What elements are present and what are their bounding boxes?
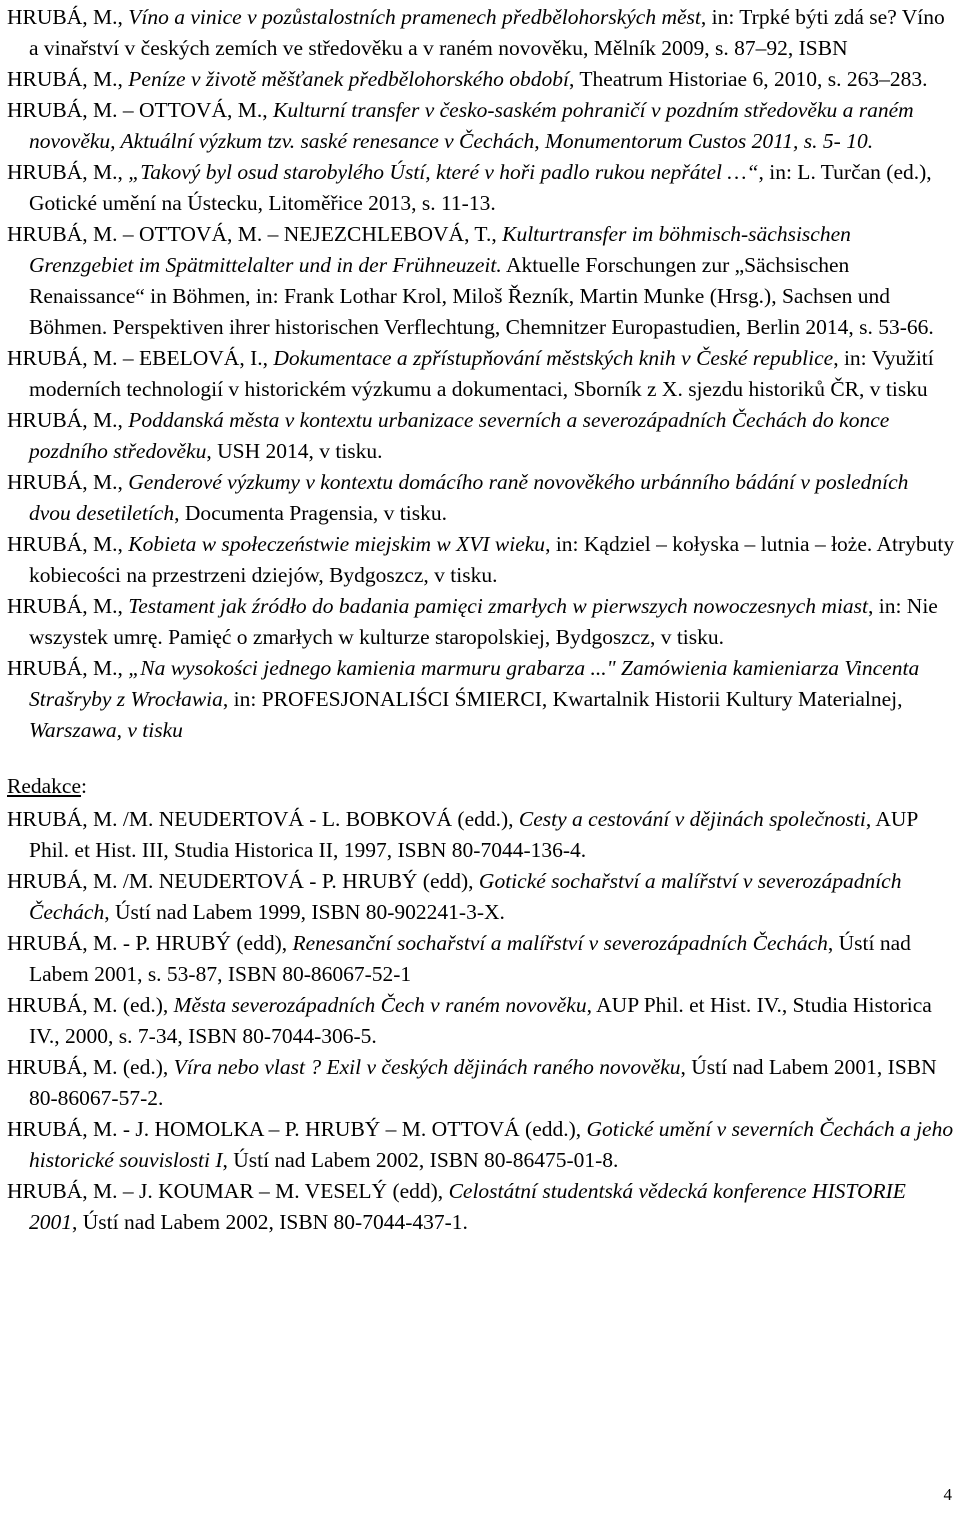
redakce-entry-authors: HRUBÁ, M. /M. NEUDERTOVÁ - P. HRUBÝ (edd),	[7, 869, 479, 893]
redakce-entry-authors: HRUBÁ, M. - J. HOMOLKA – P. HRUBÝ – M. OTTOVÁ (edd.),	[7, 1117, 587, 1141]
publication-entry-authors: HRUBÁ, M.,	[7, 160, 129, 184]
publication-entry	[7, 405, 955, 467]
publication-entry-title: „Takový byl osud starobylého Ústí, které v hoři padlo rukou nepřátel …“	[128, 160, 759, 184]
publication-entry-title: Genderové výzkumy v kontextu domácího raně novověkého urbánního bádání v posledních dvou desetiletích	[29, 470, 909, 525]
publication-entry-authors: HRUBÁ, M.,	[7, 67, 129, 91]
redakce-entry-title: Města severozápadních Čech v raném novověku	[173, 993, 587, 1017]
publication-entry-details: , Documenta Pragensia, v tisku.	[174, 501, 447, 525]
publication-entry-authors: HRUBÁ, M. – OTTOVÁ, M.,	[7, 98, 273, 122]
redakce-entry-details: , Ústí nad Labem 2002, ISBN 80-7044-437-1.	[72, 1210, 468, 1234]
redakce-entry	[7, 804, 955, 866]
publication-entry-title: Testament jak źródło do badania pamięci zmarłych w pierwszych nowoczesnych miast	[128, 594, 868, 618]
publication-entry-authors: HRUBÁ, M. – OTTOVÁ, M. – NEJEZCHLEBOVÁ, T.,	[7, 222, 503, 246]
redakce-entry-details: , Ústí nad Labem 1999, ISBN 80-902241-3-X.	[104, 900, 505, 924]
redakce-entry-authors: HRUBÁ, M. /M. NEUDERTOVÁ - L. BOBKOVÁ (edd.),	[7, 807, 519, 831]
publication-entry-title: Kobieta w społeczeństwie miejskim w XVI wieku	[128, 532, 546, 556]
publication-entry-authors: HRUBÁ, M.,	[7, 532, 129, 556]
redakce-entry-details: , AUP Phil. et Hist. III, Studia Historica II, 1997, ISBN 80-7044-136-4.	[29, 807, 918, 862]
publication-entry-title: „Na wysokości jednego kamienia marmuru grabarza ..." Zamówienia kamieniarza Vincenta Strašryby z Wrocławia	[29, 656, 920, 711]
publication-entry	[7, 343, 955, 405]
publication-entry-details: , in: Využití moderních technologií v historickém výzkumu a dokumentaci, Sborník z X. sjezdu historiků ČR, v tisku	[29, 346, 934, 401]
publication-entry	[7, 467, 955, 529]
publication-entry-details: , Theatrum Historiae 6, 2010, s. 263–283.	[568, 67, 928, 91]
publication-entry-details: , USH 2014, v tisku.	[206, 439, 383, 463]
publication-entry-details: , in: L. Turčan (ed.), Gotické umění na Ústecku, Litoměřice 2013, s. 11-13.	[29, 160, 932, 215]
redakce-entry	[7, 1176, 955, 1238]
redakce-entry-title: Renesanční sochařství a malířství v severozápadních Čechách	[292, 931, 828, 955]
redakce-list	[7, 804, 955, 1238]
publication-entry-title: Dokumentace a zpřístupňování městských knih v České republice	[273, 346, 834, 370]
publication-entry-title: Peníze v životě měšťanek předbělohorského období	[128, 67, 569, 91]
publication-entry	[7, 529, 955, 591]
publication-entry-authors: HRUBÁ, M. – EBELOVÁ, I.,	[7, 346, 274, 370]
publication-entry	[7, 64, 955, 95]
redakce-entry-title: Cesty a cestování v dějinách společnosti	[518, 807, 866, 831]
publication-entry-title: Kulturtransfer im böhmisch-sächsischen Grenzgebiet im Spätmittelalter und in der Frühneuzeit.	[29, 222, 851, 277]
publication-entry-details: Aktuelle Forschungen zur „Sächsischen Renaissance“ in Böhmen, in: Frank Lothar Krol, Miloš Řezník, Martin Munke (Hrsg.), Sachsen und Böhmen. Perspektiven ihrer historischen Verflechtung, Chemnitzer Europastudien, Berlin 2014, s. 53-66.	[29, 253, 934, 339]
publication-entry	[7, 591, 955, 653]
publication-entry	[7, 219, 955, 343]
redakce-entry	[7, 1052, 955, 1114]
redakce-entry	[7, 1114, 955, 1176]
publication-entry-details: , in: Kądziel – kołyska – lutnia – łoże. Atrybuty kobiecości na przestrzeni dziejów, Bydgoszcz, v tisku.	[29, 532, 955, 587]
publication-entry	[7, 95, 955, 157]
redakce-entry-authors: HRUBÁ, M. – J. KOUMAR – M. VESELÝ (edd),	[7, 1179, 449, 1203]
document-page	[7, 2, 955, 1238]
publication-entry-title: Poddanská města v kontextu urbanizace severních a severozápadních Čechách do konce pozdního středověku	[29, 408, 890, 463]
redakce-entry-authors: HRUBÁ, M. - P. HRUBÝ (edd),	[7, 931, 293, 955]
publication-entry-authors: HRUBÁ, M.,	[7, 5, 129, 29]
redakce-entry	[7, 990, 955, 1052]
redakce-entry-title: Celostátní studentská vědecká konference HISTORIE 2001	[29, 1179, 906, 1234]
publication-entry-title: Víno a vinice v pozůstalostních pramenech předbělohorských měst	[128, 5, 701, 29]
redakce-entry-details: , AUP Phil. et Hist. IV., Studia Historica IV., 2000, s. 7-34, ISBN 80-7044-306-5.	[29, 993, 932, 1048]
publication-entry	[7, 157, 955, 219]
publication-entry	[7, 2, 955, 64]
redakce-entry-title: Gotické umění v severních Čechách a jeho historické souvislosti I	[29, 1117, 954, 1172]
redakce-entry-details: , Ústí nad Labem 2001, ISBN 80-86067-57-2.	[29, 1055, 937, 1110]
redakce-entry-details: , Ústí nad Labem 2001, s. 53-87, ISBN 80-86067-52-1	[29, 931, 911, 986]
publication-entry-title: Kulturní transfer v česko-saském pohraničí v pozdním středověku a raném novověku, Aktuální výzkum tzv. saské renesance v Čechách, Monumentorum Custos 2011, s. 5- 10.	[29, 98, 914, 153]
redakce-entry	[7, 928, 955, 990]
publication-entry-authors: HRUBÁ, M.,	[7, 408, 129, 432]
publication-entry-details: Warszawa, v tisku	[29, 718, 183, 742]
redakce-entry-title: Gotické sochařství a malířství v severozápadních Čechách	[29, 869, 902, 924]
publication-entry	[7, 653, 955, 746]
redakce-entry-authors: HRUBÁ, M. (ed.),	[7, 993, 174, 1017]
publication-entry-authors: HRUBÁ, M.,	[7, 470, 129, 494]
redakce-entry-authors: HRUBÁ, M. (ed.),	[7, 1055, 174, 1079]
publication-entry-details: , in: Trpké býti zdá se? Víno a vinařství v českých zemích ve středověku a v raném novověku, Mělník 2009, s. 87–92, ISBN	[29, 5, 945, 60]
page-number: 4	[943, 1485, 952, 1504]
publication-entry-authors: HRUBÁ, M.,	[7, 594, 129, 618]
redakce-entry	[7, 866, 955, 928]
publication-entry-details: , in: Nie wszystek umrę. Pamięć o zmarłych w kulturze staropolskiej, Bydgoszcz, v tisku.	[29, 594, 938, 649]
redakce-entry-title: Víra nebo vlast ? Exil v českých dějinách raného novověku	[173, 1055, 681, 1079]
publication-entry-authors: HRUBÁ, M.,	[7, 656, 129, 680]
section-heading-redakce: Redakce:	[7, 774, 87, 798]
publication-entry-details: , in: PROFESJONALIŚCI ŚMIERCI, Kwartalnik Historii Kultury Materialnej,	[222, 687, 903, 711]
publication-list	[7, 2, 955, 746]
redakce-entry-details: , Ústí nad Labem 2002, ISBN 80-86475-01-8.	[222, 1148, 619, 1172]
